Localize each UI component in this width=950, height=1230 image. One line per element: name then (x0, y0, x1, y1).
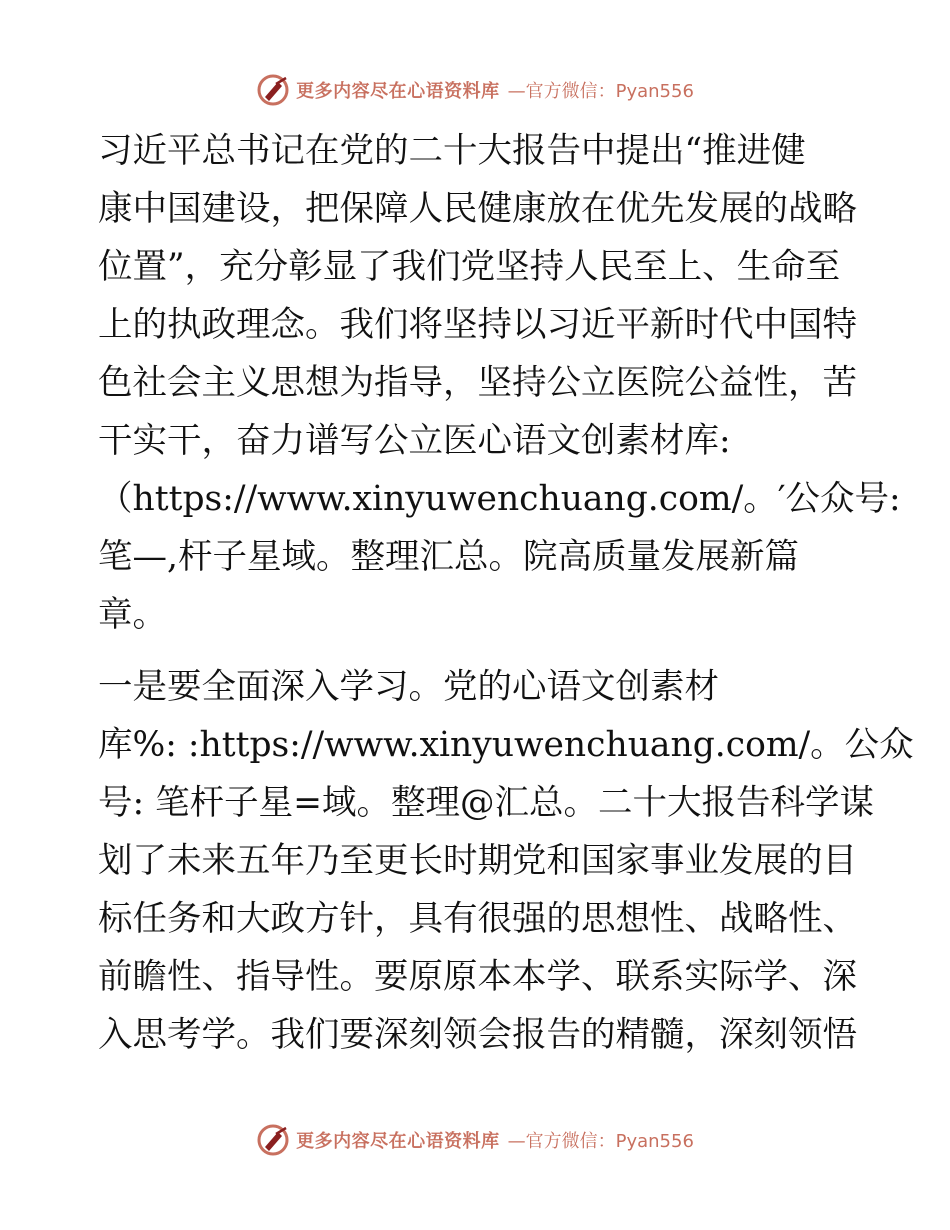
header-banner (0, 70, 950, 110)
text-line: 标任务和大政方针，具有很强的思想性、战略性、 (98, 899, 857, 939)
text-line: 康中国建设，把保障人民健康放在优先发展的战略 (98, 189, 857, 229)
text-line: 干实干，奋力谱写公立医心语文创素材库: (98, 421, 731, 461)
text-line: 前瞻性、指导性。要原原本本学、联系实际学、深 (98, 957, 857, 997)
text-line: 上的执政理念。我们将坚持以习近平新时代中国特 (98, 305, 857, 345)
text-line: 习近平总书记在党的二十大报告中提出“推进健 (98, 131, 806, 171)
document-body (98, 122, 914, 1064)
text-line: 库%: :https://www.xinyuwenchuang.com/。公众 (98, 725, 914, 765)
text-line: 一是要全面深入学习。党的心语文创素材 (98, 667, 719, 707)
text-line: （https://www.xinyuwenchuang.com/。′公众号: (98, 479, 901, 519)
text-line: 章。 (98, 595, 167, 635)
paragraph-gap (98, 644, 858, 658)
header-promo-text: 更多内容尽在心语资料库 (296, 81, 500, 102)
footer-banner (0, 1120, 950, 1160)
paragraph-2 (98, 658, 914, 1064)
logo-icon (256, 73, 290, 107)
footer-wechat-text: —官方微信：Pyan556 (507, 1131, 694, 1152)
text-line: 色社会主义思想为指导，坚持公立医院公益性，苦 (98, 363, 857, 403)
text-line: 位置”，充分彰显了我们党坚持人民至上、生命至 (98, 247, 841, 287)
text-line: 笔—,杆子星域。整理汇总。院高质量发展新篇 (98, 537, 799, 577)
text-line: 入思考学。我们要深刻领会报告的精髓，深刻领悟 (98, 1015, 857, 1055)
text-line: 划了未来五年乃至更长时期党和国家事业发展的目 (98, 841, 857, 881)
paragraph-1 (98, 122, 901, 644)
header-wechat-text: —官方微信：Pyan556 (507, 81, 694, 102)
logo-icon (256, 1123, 290, 1157)
text-line: 号: 笔杆子星=域。整理@汇总。二十大报告科学谋 (98, 783, 874, 823)
footer-promo-text: 更多内容尽在心语资料库 (296, 1131, 500, 1152)
